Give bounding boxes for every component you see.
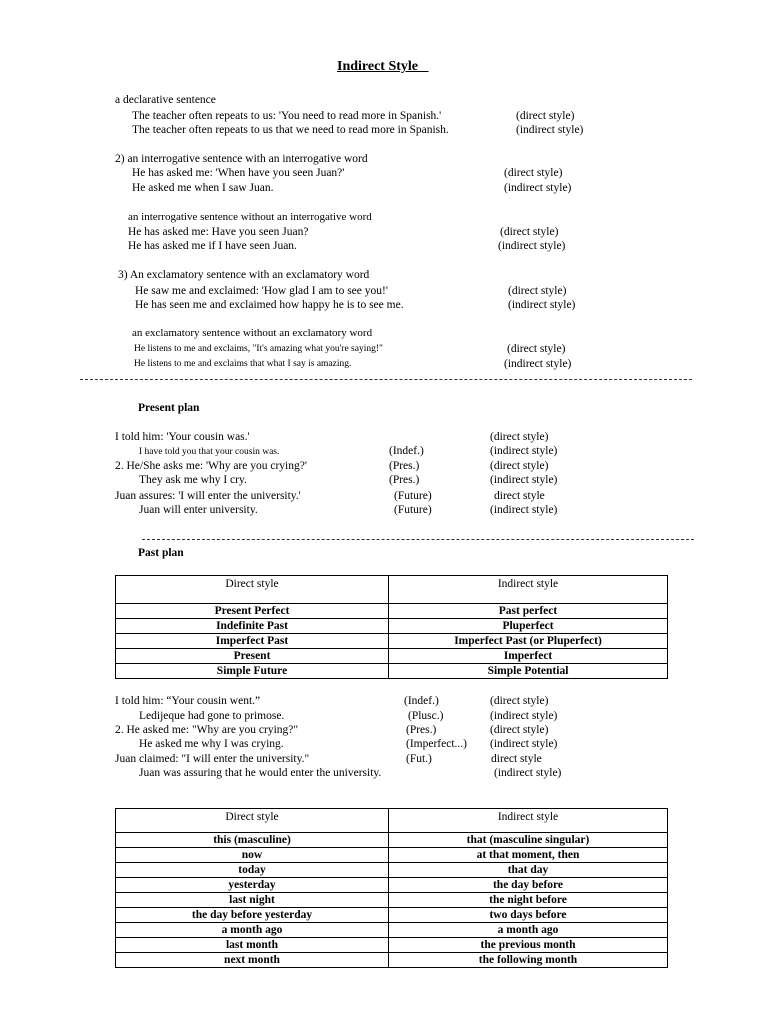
section-1-direct: The teacher often repeats to us: 'You need to read more in Spanish.' <box>132 110 442 122</box>
table-cell: a month ago <box>389 923 668 938</box>
past-row-6: Juan was assuring that he would enter the university. <box>139 767 382 779</box>
section-2-heading: 2) an interrogative sentence with an interrogative word <box>115 153 368 165</box>
section-3b-heading: an exclamatory sentence without an exclamatory word <box>132 327 373 339</box>
table-row <box>116 938 668 953</box>
section-2-direct: He has asked me: 'When have you seen Juan?' <box>132 167 345 179</box>
table-row <box>116 878 668 893</box>
table-cell: that (masculine singular) <box>389 833 668 848</box>
time-expressions-table <box>115 808 668 968</box>
past-row-1-tag: (direct style) <box>490 695 549 707</box>
section-3-direct: He saw me and exclaimed: 'How glad I am to see you!' <box>135 285 388 297</box>
table-cell: Present Perfect <box>116 604 389 619</box>
table-cell: Imperfect <box>389 649 668 664</box>
table-cell: Indefinite Past <box>116 619 389 634</box>
section-2-direct-tag: (direct style) <box>504 167 563 179</box>
section-2-indirect-tag: (indirect style) <box>504 182 572 194</box>
table-header-direct: Direct style <box>116 576 389 604</box>
table-cell: the previous month <box>389 938 668 953</box>
past-plan-heading: Past plan <box>138 547 184 559</box>
present-row-3-tag: (direct style) <box>490 460 549 472</box>
table-row <box>116 664 668 679</box>
table-cell: Imperfect Past <box>116 634 389 649</box>
table-row <box>116 848 668 863</box>
present-row-6-tense: (Future) <box>394 504 432 516</box>
section-3b-indirect-tag: (indirect style) <box>504 358 572 370</box>
table-cell: now <box>116 848 389 863</box>
table-cell: yesterday <box>116 878 389 893</box>
table-cell: a month ago <box>116 923 389 938</box>
section-2-indirect: He asked me when I saw Juan. <box>132 182 274 194</box>
past-row-5: Juan claimed: "I will enter the university." <box>115 753 310 765</box>
present-row-4-tag: (indirect style) <box>490 474 558 486</box>
table-cell: that day <box>389 863 668 878</box>
table-header-row <box>116 809 668 833</box>
past-row-5-tense: (Fut.) <box>406 753 432 765</box>
table-row <box>116 619 668 634</box>
section-3b-indirect: He listens to me and exclaims that what I say is amazing. <box>134 359 352 369</box>
table-row <box>116 893 668 908</box>
table-row <box>116 923 668 938</box>
table-cell: Imperfect Past (or Pluperfect) <box>389 634 668 649</box>
past-row-4: He asked me why I was crying. <box>139 738 284 750</box>
divider <box>142 539 694 540</box>
table-row <box>116 908 668 923</box>
table-cell: next month <box>116 953 389 968</box>
past-row-3: 2. He asked me: "Why are you crying?" <box>115 724 299 736</box>
past-row-4-tense: (Imperfect...) <box>406 738 467 750</box>
present-row-6: Juan will enter university. <box>139 504 258 516</box>
table-header-row <box>116 576 668 604</box>
present-plan-heading: Present plan <box>138 402 200 414</box>
present-row-2: I have told you that your cousin was. <box>139 447 280 457</box>
table-cell: last month <box>116 938 389 953</box>
table-cell: the day before yesterday <box>116 908 389 923</box>
table-cell: this (masculine) <box>116 833 389 848</box>
table-row <box>116 953 668 968</box>
table-cell: two days before <box>389 908 668 923</box>
section-1-direct-tag: (direct style) <box>516 110 575 122</box>
table-header-indirect: Indirect style <box>389 809 668 833</box>
table-cell: Simple Future <box>116 664 389 679</box>
table-cell: Simple Potential <box>389 664 668 679</box>
section-3-indirect: He has seen me and exclaimed how happy he is to see me. <box>135 299 404 311</box>
present-row-1-tag: (direct style) <box>490 431 549 443</box>
past-row-5-tag: direct style <box>491 753 542 765</box>
present-row-6-tag: (indirect style) <box>490 504 558 516</box>
past-row-1: I told him: “Your cousin went.” <box>115 695 261 707</box>
present-row-2-tense: (Indef.) <box>389 445 424 457</box>
section-3-direct-tag: (direct style) <box>508 285 567 297</box>
past-row-6-tag: (indirect style) <box>494 767 562 779</box>
divider <box>80 379 692 380</box>
past-row-2-tag: (indirect style) <box>490 710 558 722</box>
table-cell: last night <box>116 893 389 908</box>
past-row-4-tag: (indirect style) <box>490 738 558 750</box>
present-row-5-tense: (Future) <box>394 490 432 502</box>
section-3-heading: 3) An exclamatory sentence with an exclamatory word <box>118 269 370 281</box>
table-header-direct: Direct style <box>116 809 389 833</box>
past-row-1-tense: (Indef.) <box>404 695 439 707</box>
table-cell: at that moment, then <box>389 848 668 863</box>
present-row-2-tag: (indirect style) <box>490 445 558 457</box>
section-1-indirect: The teacher often repeats to us that we need to read more in Spanish. <box>132 124 449 136</box>
table-cell: Past perfect <box>389 604 668 619</box>
present-row-4: They ask me why I cry. <box>139 474 247 486</box>
table-row <box>116 833 668 848</box>
past-row-3-tag: (direct style) <box>490 724 549 736</box>
table-cell: Pluperfect <box>389 619 668 634</box>
past-row-3-tense: (Pres.) <box>406 724 437 736</box>
present-row-5: Juan assures: 'I will enter the university.' <box>115 490 301 502</box>
present-row-4-tense: (Pres.) <box>389 474 420 486</box>
section-2b-direct: He has asked me: Have you seen Juan? <box>128 226 309 238</box>
table-cell: Present <box>116 649 389 664</box>
section-1-heading: a declarative sentence <box>115 94 216 106</box>
section-3-indirect-tag: (indirect style) <box>508 299 576 311</box>
section-1-indirect-tag: (indirect style) <box>516 124 584 136</box>
table-row <box>116 634 668 649</box>
section-3b-direct: He listens to me and exclaims, "It's amazing what you're saying!" <box>134 344 383 354</box>
table-cell: the following month <box>389 953 668 968</box>
present-row-3-tense: (Pres.) <box>389 460 420 472</box>
present-row-3: 2. He/She asks me: 'Why are you crying?' <box>115 460 307 472</box>
page-title: Indirect Style <box>337 59 419 74</box>
section-2b-heading: an interrogative sentence without an interrogative word <box>128 211 372 223</box>
past-plan-table <box>115 575 668 679</box>
table-row <box>116 649 668 664</box>
section-3b-direct-tag: (direct style) <box>507 343 566 355</box>
table-cell: today <box>116 863 389 878</box>
present-row-5-tag: direct style <box>494 490 545 502</box>
section-2b-indirect: He has asked me if I have seen Juan. <box>128 240 297 252</box>
past-row-2: Ledijeque had gone to primose. <box>139 710 285 722</box>
table-row <box>116 604 668 619</box>
present-row-1: I told him: 'Your cousin was.' <box>115 431 250 443</box>
table-cell: the night before <box>389 893 668 908</box>
table-cell: the day before <box>389 878 668 893</box>
section-2b-indirect-tag: (indirect style) <box>498 240 566 252</box>
past-row-2-tense: (Plusc.) <box>408 710 444 722</box>
table-row <box>116 863 668 878</box>
section-2b-direct-tag: (direct style) <box>500 226 559 238</box>
table-header-indirect: Indirect style <box>389 576 668 604</box>
